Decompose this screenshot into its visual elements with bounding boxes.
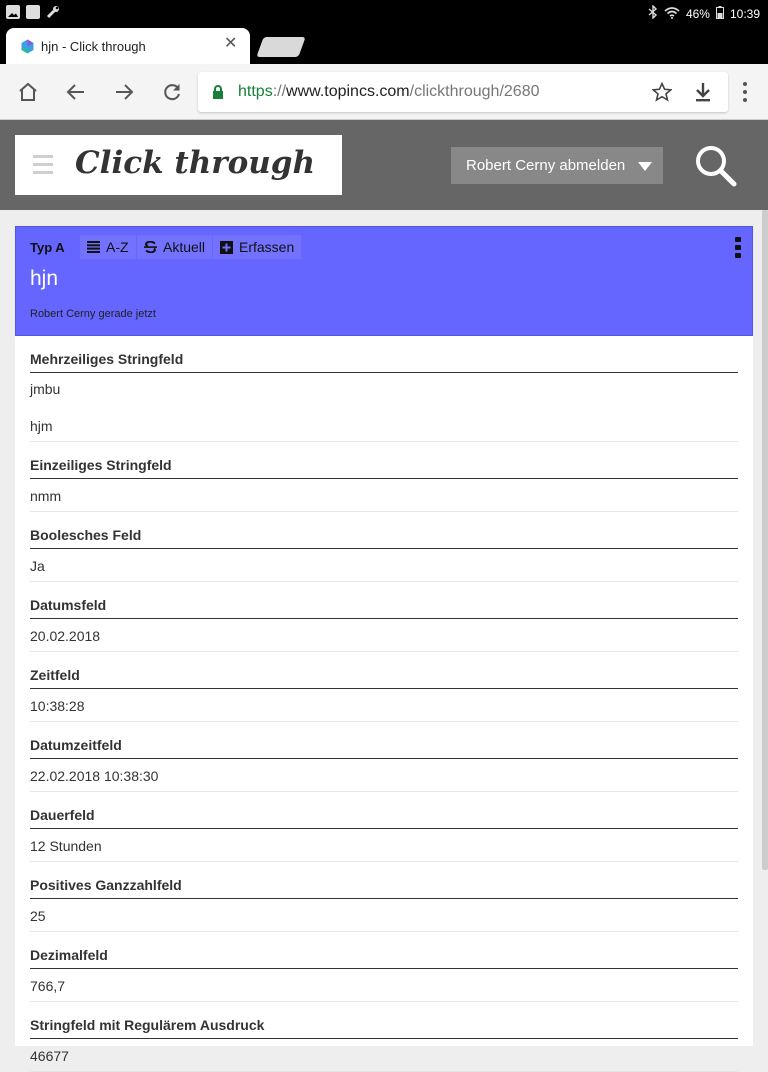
field-label: Datumsfeld [30, 582, 738, 619]
strikethrough-icon [144, 241, 157, 253]
type-label[interactable]: Typ A [30, 240, 65, 255]
search-button[interactable] [694, 144, 738, 188]
address-bar[interactable] [198, 72, 728, 112]
field-value: 25 [30, 899, 738, 932]
field-einzeiliges-stringfeld [30, 442, 738, 512]
wifi-icon [664, 6, 680, 22]
aktuell-button-label: Aktuell [163, 239, 206, 255]
caret-down-icon [638, 162, 652, 171]
browser-menu-icon[interactable] [736, 82, 754, 102]
system-icons [648, 5, 760, 22]
field-value: 46677 [30, 1039, 738, 1072]
clock: 10:39 [729, 6, 760, 21]
field-value: nmm [30, 479, 738, 512]
field-list [30, 336, 738, 1072]
card-header [15, 226, 753, 336]
reload-icon [162, 82, 182, 102]
user-logout-dropdown[interactable] [451, 147, 663, 184]
aktuell-button[interactable] [137, 235, 212, 259]
bookmark-star-icon[interactable] [652, 82, 672, 107]
field-value: 12 Stunden [30, 829, 738, 862]
plus-square-icon [220, 241, 233, 254]
list-icon [87, 241, 100, 253]
site-logo-text[interactable]: Click through [75, 145, 315, 181]
field-label: Stringfeld mit Regulärem Ausdruck [30, 1002, 738, 1039]
field-label: Zeitfeld [30, 652, 738, 689]
field-mehrzeiliges-stringfeld [30, 336, 738, 442]
site-favicon-icon [20, 39, 35, 54]
field-value: 766,7 [30, 969, 738, 1002]
field-value: Ja [30, 549, 738, 582]
forward-button[interactable] [110, 78, 138, 106]
browser-toolbar [0, 64, 768, 120]
topic-meta: Robert Cerny gerade jetzt [30, 308, 156, 320]
wrench-icon [46, 5, 60, 19]
az-button[interactable] [80, 235, 136, 259]
field-label: Mehrzeiliges Stringfeld [30, 336, 738, 373]
url-text: https://www.topincs.com/clickthrough/2680 [238, 83, 540, 100]
field-datumsfeld [30, 582, 738, 652]
status-bar [0, 0, 768, 26]
new-tab-button[interactable] [256, 37, 305, 57]
battery-icon [716, 6, 724, 22]
field-zeitfeld [30, 652, 738, 722]
home-button[interactable] [14, 78, 42, 106]
erfassen-button[interactable] [213, 235, 301, 259]
field-boolesches-feld [30, 512, 738, 582]
erfassen-button-label: Erfassen [239, 239, 295, 255]
lock-icon [212, 85, 224, 99]
notification-icons [6, 5, 60, 19]
download-icon[interactable] [694, 82, 712, 107]
logo-box [15, 135, 342, 195]
card-menu-icon[interactable] [735, 237, 743, 259]
main-content [0, 210, 768, 1064]
field-value: 22.02.2018 10:38:30 [30, 759, 738, 792]
field-value: 20.02.2018 [30, 619, 738, 652]
field-label: Datumzeitfeld [30, 722, 738, 759]
topic-title: hjn [30, 267, 59, 290]
bluetooth-icon [648, 5, 658, 22]
field-label: Boolesches Feld [30, 512, 738, 549]
arrow-left-icon [66, 82, 86, 102]
reload-button[interactable] [158, 78, 186, 106]
tab-strip [0, 26, 768, 64]
hamburger-menu-icon[interactable] [33, 155, 53, 175]
az-button-label: A-Z [106, 239, 129, 255]
field-value: hjm [30, 409, 738, 442]
home-icon [17, 81, 39, 103]
field-dauerfeld [30, 792, 738, 862]
field-value: jmbu [30, 381, 61, 397]
tab-title: hjn - Click through [41, 39, 146, 54]
topic-card [15, 226, 753, 1064]
field-label: Dauerfeld [30, 792, 738, 829]
field-stringfeld-mit-regulaerem-ausdruck [30, 1002, 738, 1072]
field-label: Dezimalfeld [30, 932, 738, 969]
search-icon [694, 144, 738, 188]
tab-close-icon[interactable]: ✕ [224, 35, 238, 52]
browser-tab[interactable] [6, 28, 250, 64]
field-label: Einzeiliges Stringfeld [30, 442, 738, 479]
field-positives-ganzzahlfeld [30, 862, 738, 932]
field-value: 10:38:28 [30, 689, 738, 722]
field-datumzeitfeld [30, 722, 738, 792]
battery-percent: 46% [685, 6, 710, 21]
back-button[interactable] [62, 78, 90, 106]
arrow-right-icon [114, 82, 134, 102]
storage-notification-icon [26, 5, 40, 19]
page-scrollbar[interactable] [762, 210, 768, 870]
field-dezimalfeld [30, 932, 738, 1002]
user-logout-label: Robert Cerny abmelden [466, 157, 626, 174]
image-notification-icon [6, 5, 20, 19]
field-label: Positives Ganzzahlfeld [30, 862, 738, 899]
site-header [0, 120, 768, 210]
